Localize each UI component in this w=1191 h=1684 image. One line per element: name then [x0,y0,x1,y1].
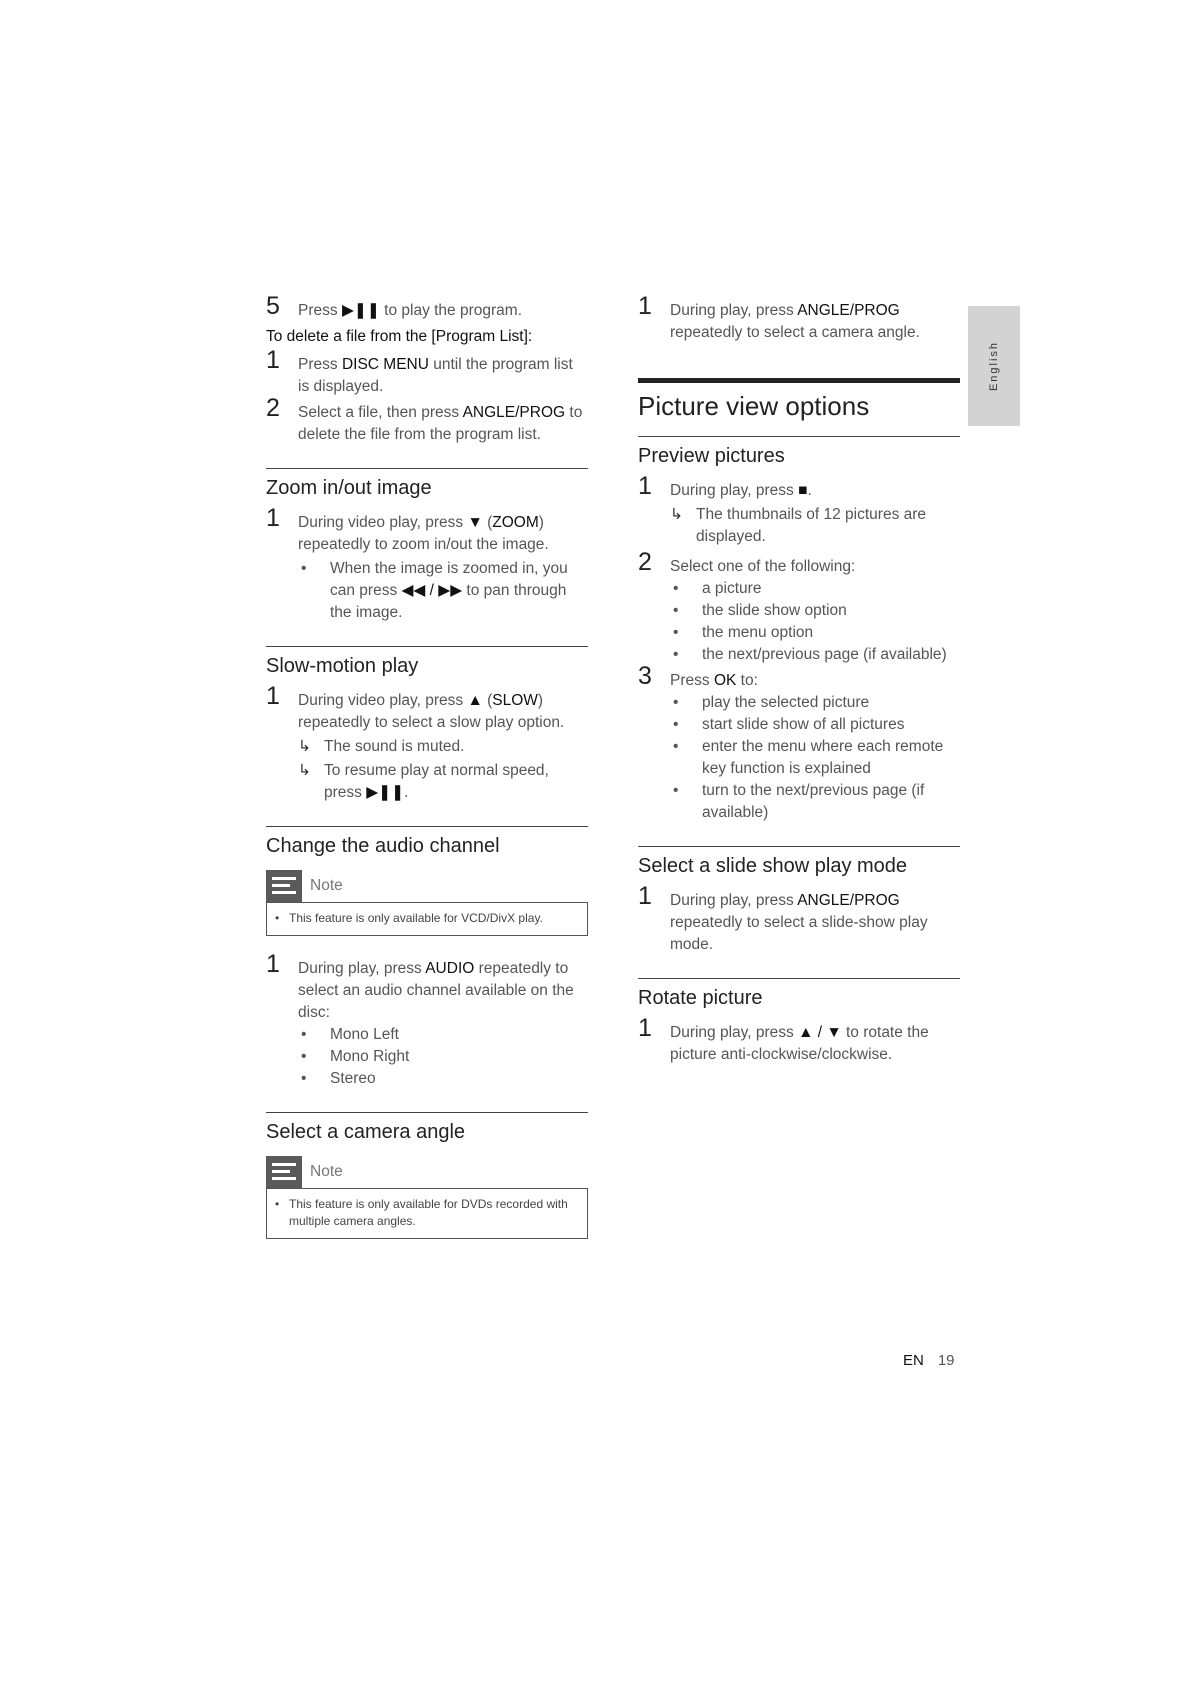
slideshow-mode-section [638,846,960,956]
camera-step-1 [638,292,960,344]
action-text: enter the menu where each remote key function is explained [702,738,944,777]
preview-action [670,692,960,714]
bullet-icon: • [673,738,679,755]
bullet-icon: • [673,782,679,799]
slow-motion-title: Slow-motion play [266,655,419,677]
page-footer [903,1352,955,1369]
step-number: 1 [266,504,280,532]
step-number: 1 [266,682,280,710]
option-text: Stereo [330,1070,376,1087]
preview-step-2 [638,548,960,666]
preview-option [670,578,960,600]
note-icon [266,1156,302,1188]
step-number: 2 [638,548,652,576]
action-text: turn to the next/previous page (if available) [702,782,925,821]
preview-option [670,600,960,622]
option-text: the menu option [702,624,814,641]
step-text: ) repeatedly to select a slow play option. [298,692,565,731]
zoom-pan-bullet [298,558,588,624]
key-angle-prog: ANGLE/PROG [797,892,900,909]
right-column [638,292,960,1070]
stop-icon: ■ [798,482,808,499]
option-text: the next/previous page (if available) [702,646,947,663]
step-text: Press [298,356,342,373]
camera-angle-section [266,1112,588,1239]
step-text: During video play, press [298,514,468,531]
audio-option [298,1024,588,1046]
step-text: ) repeatedly to zoom in/out the image. [298,514,549,553]
up-arrow-icon: ▲ [467,692,483,709]
audio-channel-title: Change the audio channel [266,835,500,857]
rewind-forward-icon: ◀◀ / ▶▶ [401,582,463,599]
preview-pictures-title: Preview pictures [638,445,785,467]
key-zoom: ZOOM [492,514,539,531]
step-number: 1 [266,346,280,374]
step-text: repeatedly to select an audio channel available on the disc: [298,960,574,1021]
step-number: 1 [638,882,652,910]
key-angle-prog: ANGLE/PROG [462,404,566,421]
preview-option [670,644,960,666]
bullet-icon: • [301,1070,307,1087]
note-text: This feature is only available for DVDs recorded with multiple camera angles. [289,1197,568,1228]
note-icon [266,870,302,902]
note-header [266,870,588,902]
rotate-picture-title: Rotate picture [638,987,763,1009]
audio-channel-section [266,826,588,1090]
note-box [266,902,588,936]
step-text: repeatedly to select a camera angle. [670,324,920,341]
slow-motion-section [266,646,588,804]
bullet-text: to pan through the image. [330,582,567,621]
language-tab-label: English [988,340,1000,392]
up-down-arrow-icon: ▲ / ▼ [798,1024,842,1041]
preview-action [670,736,960,780]
step-number: 1 [638,472,652,500]
step-text: During play, press [298,960,426,977]
audio-option [298,1068,588,1090]
rotate-step-1 [638,1014,960,1066]
result-text: The sound is muted. [324,738,465,755]
result-thumbnails [670,504,960,548]
step-text: to rotate the picture anti-clockwise/clockwise. [670,1024,929,1063]
bullet-icon: • [275,911,280,925]
step-text: ( [482,692,493,709]
step-number: 1 [266,950,280,978]
zoom-section-title: Zoom in/out image [266,477,432,499]
step-text: to delete the file from the program list. [298,404,583,443]
option-text: Mono Right [330,1048,410,1065]
zoom-step-1 [266,504,588,624]
rotate-picture-section [638,978,960,1066]
step-number: 1 [638,1014,652,1042]
left-column [266,292,588,1261]
step-text: to play the program. [379,302,523,319]
audio-step-1 [266,950,588,1090]
preview-action [670,714,960,736]
bullet-icon: • [673,624,679,641]
step-text: During play, press [670,1024,799,1041]
preview-step-3 [638,662,960,824]
step-number: 3 [638,662,652,690]
bullet-icon: • [673,694,679,711]
play-pause-icon: ▶❚❚ [341,302,380,319]
step-number: 2 [266,394,280,422]
key-disc-menu: DISC MENU [341,356,429,373]
result-arrow-icon: ↳ [298,762,311,779]
note-header [266,1156,588,1188]
step-text: Select a file, then press [298,404,463,421]
delete-step-1 [266,346,588,398]
action-text: play the selected picture [702,694,870,711]
bullet-icon: • [673,716,679,733]
slideshow-mode-title: Select a slide show play mode [638,855,908,877]
slideshow-step-1 [638,882,960,956]
step-text: Select one of the following: [670,558,856,575]
step-text: . [807,482,812,499]
preview-pictures-section [638,436,960,824]
step-number: 1 [638,292,652,320]
preview-action [670,780,960,824]
step-text: Press [670,672,714,689]
result-text: To resume play at normal speed, press [324,762,549,801]
action-text: start slide show of all pictures [702,716,905,733]
option-text: a picture [702,580,762,597]
audio-note [266,870,588,936]
bullet-icon: • [673,602,679,619]
zoom-section [266,468,588,624]
delete-file-heading: To delete a file from the [Program List]: [266,328,533,345]
option-text: the slide show option [702,602,847,619]
key-slow: SLOW [492,692,538,709]
result-arrow-icon: ↳ [298,738,311,755]
option-text: Mono Left [330,1026,399,1043]
step-5-play-program [266,292,588,322]
bullet-icon: • [673,580,679,597]
result-resume-play [298,760,588,804]
down-arrow-icon: ▼ [467,514,483,531]
step-text: During play, press [670,892,798,909]
key-ok: OK [713,672,737,689]
note-text: This feature is only available for VCD/DivX play. [289,911,543,925]
preview-step-1 [638,472,960,548]
step-text: During play, press [670,302,798,319]
key-audio: AUDIO [425,960,475,977]
step-number: 5 [266,292,280,320]
note-box [266,1188,588,1239]
note-label: Note [310,877,343,894]
footer-language: EN [903,1352,924,1369]
page-number: 19 [937,1352,955,1369]
language-side-tab [968,306,1020,426]
delete-step-2 [266,394,588,446]
camera-note [266,1156,588,1239]
camera-angle-title: Select a camera angle [266,1121,466,1143]
result-text: The thumbnails of 12 pictures are displayed. [696,506,927,545]
step-text: ( [482,514,493,531]
result-arrow-icon: ↳ [670,506,683,523]
audio-option [298,1046,588,1068]
step-text: until the program list is displayed. [298,356,573,395]
step-text: Press [298,302,342,319]
picture-view-title: Picture view options [638,391,870,421]
step-text: During play, press [670,482,799,499]
bullet-icon: • [275,1197,280,1211]
bullet-icon: • [301,1048,307,1065]
preview-option [670,622,960,644]
result-text: . [404,784,409,801]
bullet-icon: • [301,1026,307,1043]
play-pause-icon: ▶❚❚ [366,784,405,801]
result-sound-muted [298,736,588,758]
bullet-icon: • [673,646,679,663]
step-text: repeatedly to select a slide-show play mode. [670,914,928,953]
key-angle-prog: ANGLE/PROG [797,302,900,319]
step-text: During video play, press [298,692,468,709]
picture-view-section [638,378,960,1066]
bullet-text: When the image is zoomed in, you can press [330,560,568,599]
slow-step-1 [266,682,588,804]
step-text: to: [736,672,758,689]
note-label: Note [310,1163,343,1180]
bullet-icon: • [301,560,307,577]
